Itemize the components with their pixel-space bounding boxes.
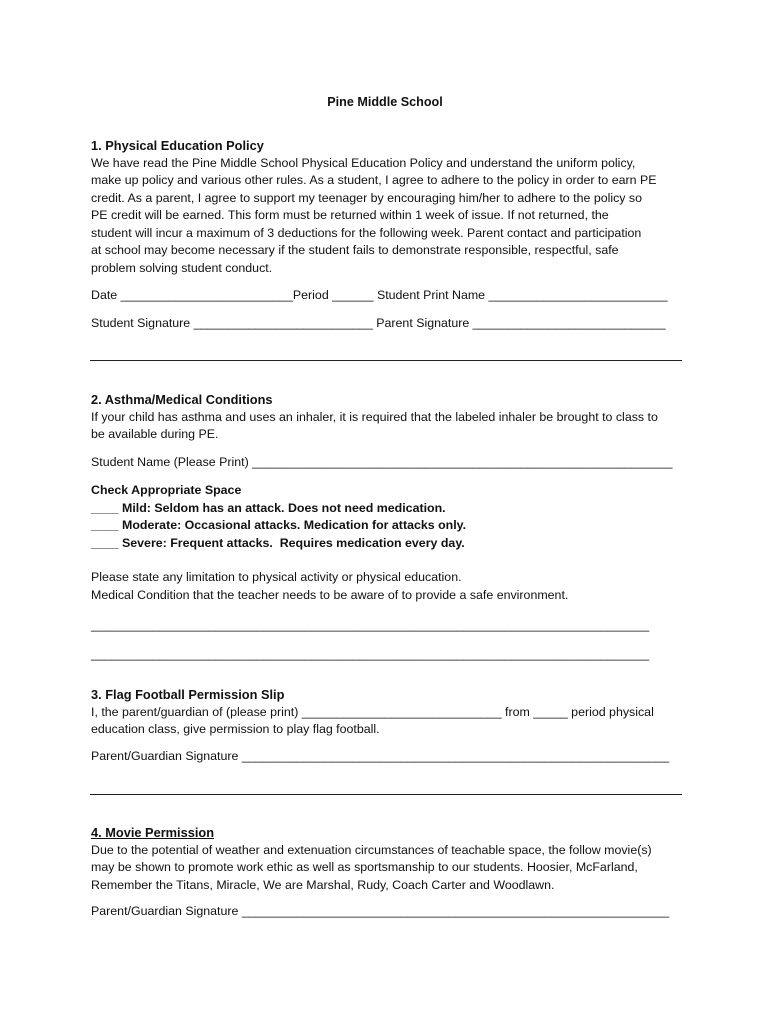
section-4-heading: 4. Movie Permission: [91, 825, 215, 840]
medical-condition-blank-line[interactable]: _________________________________________________________________________________: [91, 647, 650, 661]
section-4-line: may be shown to promote work ethic as well as sportsmanship to our students. Hoosier, McFarland,: [91, 860, 638, 874]
section-3-line: education class, give permission to play flag football.: [91, 722, 380, 736]
section-movie-permission: [91, 824, 691, 894]
asthma-checklist: [91, 482, 691, 552]
limitation-line: Please state any limitation to physical activity or physical education.: [91, 570, 462, 584]
section-2-heading: 2. Asthma/Medical Conditions: [91, 392, 273, 407]
movie-signature-field[interactable]: Parent/Guardian Signature ______________________________________________________________: [91, 904, 670, 918]
flag-football-signature-field[interactable]: Parent/Guardian Signature ______________________________________________________________: [91, 749, 670, 763]
option-moderate[interactable]: ____ Moderate: Occasional attacks. Medication for attacks only.: [91, 518, 467, 532]
section-3-heading: 3. Flag Football Permission Slip: [91, 687, 285, 702]
section-asthma-medical: [91, 391, 691, 444]
section-1-line: problem solving student conduct.: [91, 260, 273, 275]
section-1-line: credit. As a parent, I agree to support my teenager by encouraging him/her to adhere to the policy so: [91, 190, 643, 205]
medical-condition-blank-line[interactable]: _________________________________________________________________________________: [91, 618, 650, 632]
section-1-line: make up policy and various other rules. As a student, I agree to adhere to the policy in order to earn PE: [91, 173, 657, 187]
section-1-line: at school may become necessary if the student fails to demonstrate responsible, respectful, safe: [91, 243, 619, 257]
option-severe[interactable]: ____ Severe: Frequent attacks. Requires medication every day.: [91, 535, 465, 550]
student-parent-signature-field[interactable]: Student Signature __________________________ Parent Signature ____________________________: [91, 316, 666, 330]
section-1-line: We have read the Pine Middle School Physical Education Policy and understand the uniform policy,: [91, 155, 636, 170]
section-flag-football: [91, 686, 691, 739]
date-period-student-name-field[interactable]: Date _________________________Period ______ Student Print Name __________________________: [91, 288, 668, 302]
option-mild[interactable]: ____ Mild: Seldom has an attack. Does not need medication.: [91, 500, 446, 515]
student-name-field[interactable]: Student Name (Please Print) _____________________________________________________________: [91, 455, 673, 469]
section-divider: [90, 794, 682, 795]
section-physical-education-policy: [91, 137, 691, 277]
check-heading: Check Appropriate Space: [91, 483, 242, 497]
section-1-heading: 1. Physical Education Policy: [91, 138, 264, 153]
section-2-line: be available during PE.: [91, 427, 219, 441]
page-title: Pine Middle School: [327, 95, 443, 109]
section-1-line: PE credit will be earned. This form must be returned within 1 week of issue. If not returned, the: [91, 208, 609, 222]
section-4-line: Remember the Titans, Miracle, We are Marshal, Rudy, Coach Carter and Woodlawn.: [91, 877, 555, 892]
section-4-line: Due to the potential of weather and extenuation circumstances of teachable space, the follow movie(s): [91, 842, 652, 857]
section-divider: [90, 360, 682, 361]
limitation-line: Medical Condition that the teacher needs to be aware of to provide a safe environment.: [91, 587, 569, 602]
section-2-line: If your child has asthma and uses an inhaler, it is required that the labeled inhaler be brought to class to: [91, 409, 658, 424]
section-1-line: student will incur a maximum of 3 deductions for the following week. Parent contact and participation: [91, 225, 642, 240]
limitation-prompt: [91, 569, 691, 604]
flag-football-permission-field[interactable]: I, the parent/guardian of (please print) _____________________________ from _____ period physical: [91, 704, 654, 719]
